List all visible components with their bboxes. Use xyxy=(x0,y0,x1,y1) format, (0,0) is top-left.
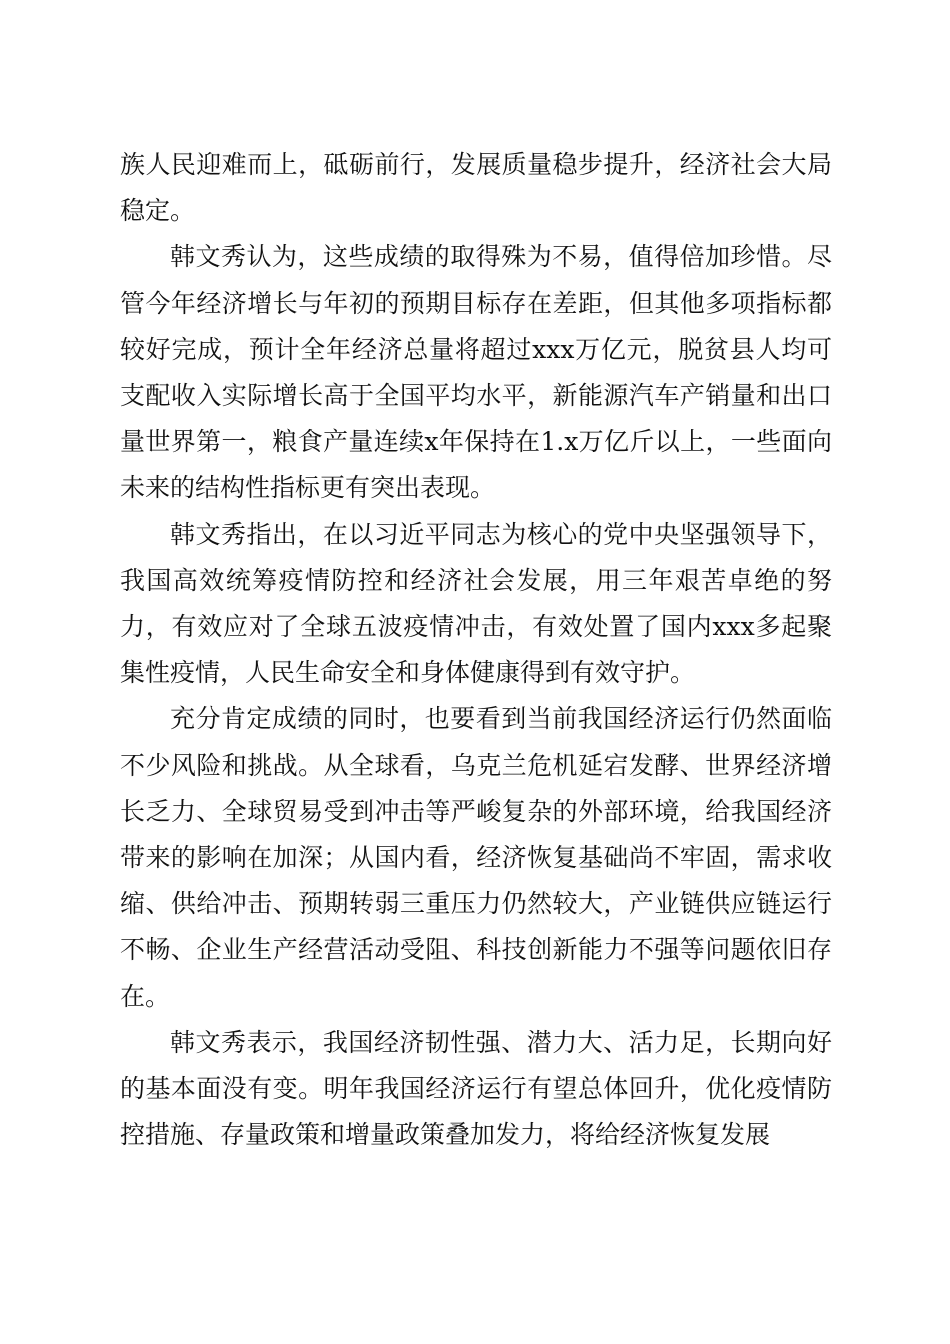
document-body xyxy=(120,142,832,1158)
paragraph-epidemic-response: 韩文秀指出，在以习近平同志为核心的党中央坚强领导下，我国高效统筹疫情防控和经济社会发展，用三年艰苦卓绝的努力，有效应对了全球五波疫情冲击，有效处置了国内xxx多起聚集性疫情，人民生命安全和身体健康得到有效守护。 xyxy=(120,519,832,688)
paragraph-continued: 族人民迎难而上，砥砺前行，发展质量稳步提升，经济社会大局稳定。 xyxy=(120,150,832,226)
paragraph-achievements: 韩文秀认为，这些成绩的取得殊为不易，值得倍加珍惜。尽管今年经济增长与年初的预期目标存在差距，但其他多项指标都较好完成，预计全年经济总量将超过xxx万亿元，脱贫县人均可支配收入实际增长高于全国平均水平，新能源汽车产销量和出口量世界第一，粮食产量连续x年保持在1.x万亿斤以上，一些面向未来的结构性指标更有突出表现。 xyxy=(120,242,832,503)
paragraph-outlook: 韩文秀表示，我国经济韧性强、潜力大、活力足，长期向好的基本面没有变。明年我国经济运行有望总体回升，优化疫情防控措施、存量政策和增量政策叠加发力，将给经济恢复发展 xyxy=(120,1027,832,1150)
paragraph-risks-challenges: 充分肯定成绩的同时，也要看到当前我国经济运行仍然面临不少风险和挑战。从全球看，乌克兰危机延宕发酵、世界经济增长乏力、全球贸易受到冲击等严峻复杂的外部环境，给我国经济带来的影响在加深；从国内看，经济恢复基础尚不牢固，需求收缩、供给冲击、预期转弱三重压力仍然较大，产业链供应链运行不畅、企业生产经营活动受阻、科技创新能力不强等问题依旧存在。 xyxy=(120,704,832,1011)
